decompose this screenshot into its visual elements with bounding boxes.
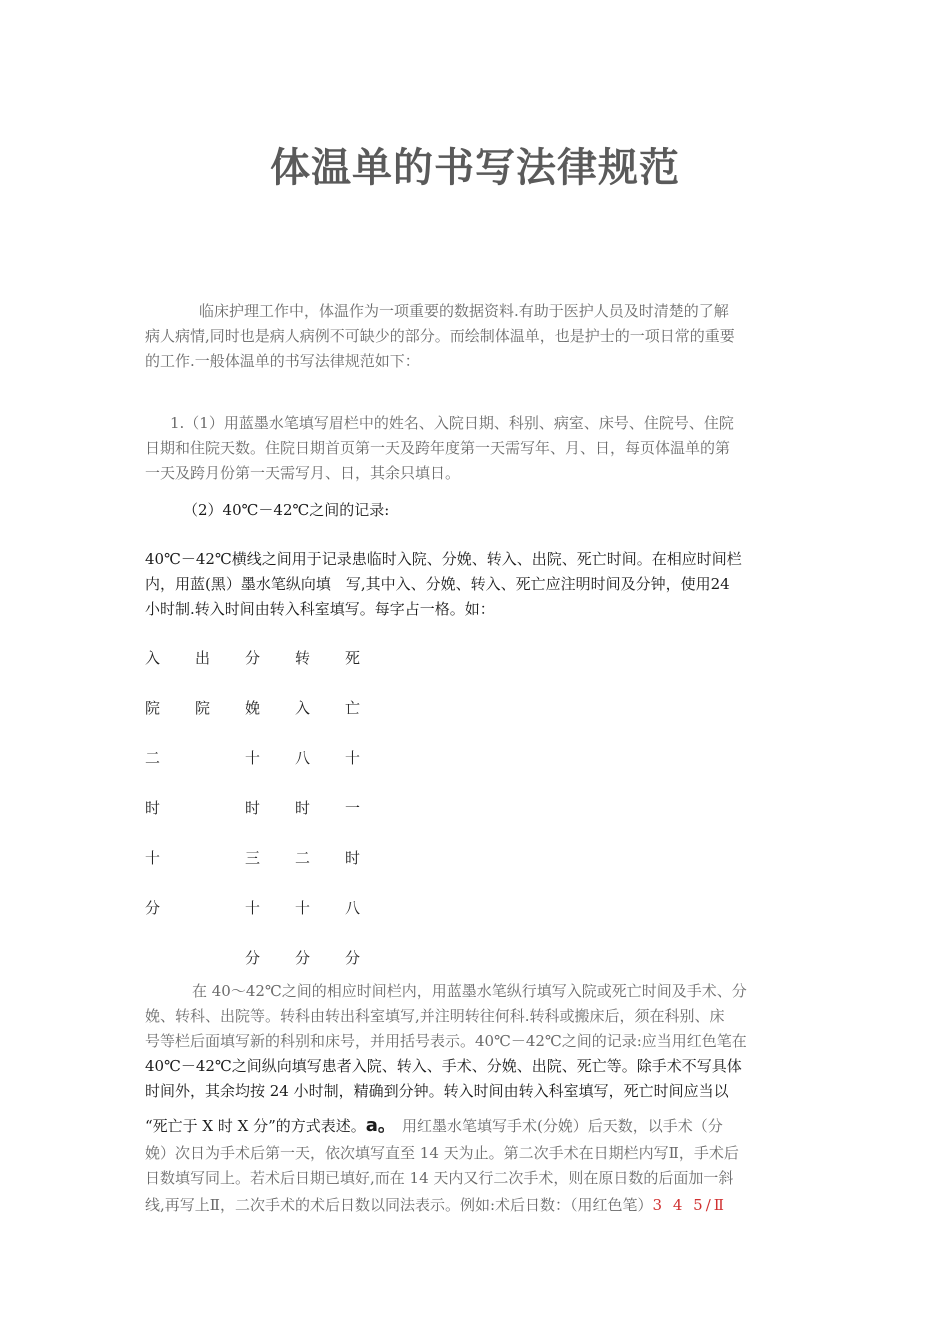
detail-line-3: 号等栏后面填写新的科别和床号，并用括号表示。40℃－42℃之间的记录:应当用红色笔在 [145, 1032, 747, 1050]
grid-char: 二 [295, 849, 311, 867]
grid-char: 二 [145, 749, 161, 767]
grid-char: 三 [245, 849, 261, 867]
item-1-line-3: 一天及跨月份第一天需写月、日，其余只填日。 [145, 464, 461, 482]
grid-char: 院 [195, 699, 211, 717]
intro-line-1: 临床护理工作中，体温作为一项重要的数据资料.有助于医护人员及时清楚的了解 [199, 302, 729, 320]
detail-line-1: 在 40～42℃之间的相应时间栏内，用蓝墨水笔纵行填写入院或死亡时间及手术、分 [192, 982, 747, 1000]
detail-line-5: 时间外，其余均按 24 小时制，精确到分钟。转入时间由转入科室填写，死亡时间应当以 [145, 1082, 729, 1100]
grid-char: 时 [345, 849, 361, 867]
detail-line-9-text: 线,再写上Ⅱ，二次手术的术后日数以同法表示。例如:术后日数：（用红色笔） [145, 1196, 653, 1214]
grid-char: 死 [345, 649, 361, 667]
record-rule-line-2: 内，用蓝(黑）墨水笔纵向填 写,其中入、分娩、转入、死亡应注明时间及分钟，使用24 [145, 575, 730, 593]
example-vertical-grid [145, 647, 385, 977]
detail-line-8: 日数填写同上。若术后日期已填好,而在 14 天内又行二次手术，则在原日数的后面加一斜 [145, 1169, 734, 1187]
grid-char: 分 [245, 649, 261, 667]
grid-char: 入 [295, 699, 311, 717]
grid-char: 亡 [345, 699, 361, 717]
record-rule-line-3: 小时制.转入时间由转入科室填写。每字占一格。如： [145, 600, 495, 618]
detail-line-6-b: a。 [365, 1115, 396, 1136]
detail-line-9 [145, 1194, 810, 1215]
grid-char: 十 [245, 899, 261, 917]
grid-char: 分 [345, 949, 361, 967]
grid-char: 分 [145, 899, 161, 917]
detail-line-2: 娩、转科、出院等。转科由转出科室填写,并注明转往何科.转科或搬床后，须在科别、床 [145, 1007, 725, 1025]
grid-char: 时 [245, 799, 261, 817]
grid-char: 十 [295, 899, 311, 917]
grid-char: 十 [345, 749, 361, 767]
grid-char: 分 [245, 949, 261, 967]
grid-char: 转 [295, 649, 311, 667]
grid-char: 八 [295, 749, 311, 767]
detail-line-6-a: “死亡于 X 时 X 分”的方式表述。 [145, 1117, 366, 1135]
grid-char: 院 [145, 699, 161, 717]
grid-char: 十 [145, 849, 161, 867]
intro-line-2: 病人病情,同时也是病人病例不可缺少的部分。而绘制体温单，也是护士的一项日常的重要 [145, 327, 735, 345]
detail-line-6-c: 用红墨水笔填写手术(分娩）后天数，以手术（分 [401, 1117, 723, 1135]
item-1-line-1: 1.（1）用蓝墨水笔填写眉栏中的姓名、入院日期、科别、病室、床号、住院号、住院 [170, 414, 734, 432]
item-2-heading: （2）40℃－42℃之间的记录: [183, 501, 390, 519]
grid-char: 时 [145, 799, 161, 817]
detail-line-7: 娩）次日为手术后第一天，依次填写直至 14 天为止。第二次手术在日期栏内写Ⅱ，手术后 [145, 1144, 739, 1162]
item-1-line-2: 日期和住院天数。住院日期首页第一天及跨年度第一天需写年、月、日，每页体温单的第 [145, 439, 731, 457]
grid-char: 娩 [245, 699, 261, 717]
grid-char: 十 [245, 749, 261, 767]
detail-line-6 [145, 1111, 810, 1137]
grid-char: 分 [295, 949, 311, 967]
grid-char: 出 [195, 649, 211, 667]
record-rule-line-1: 40℃－42℃横线之间用于记录患临时入院、分娩、转入、出院、死亡时间。在相应时间栏 [145, 550, 742, 568]
grid-char: 一 [345, 799, 361, 817]
post-op-days-red: 3 4 5/Ⅱ [652, 1196, 727, 1214]
grid-char: 八 [345, 899, 361, 917]
intro-line-3: 的工作.一般体温单的书写法律规范如下： [145, 352, 420, 370]
grid-char: 入 [145, 649, 161, 667]
detail-line-4: 40℃－42℃之间纵向填写患者入院、转入、手术、分娩、出院、死亡等。除手术不写具体 [145, 1057, 742, 1075]
page-title: 体温单的书写法律规范 [270, 145, 680, 191]
grid-char: 时 [295, 799, 311, 817]
